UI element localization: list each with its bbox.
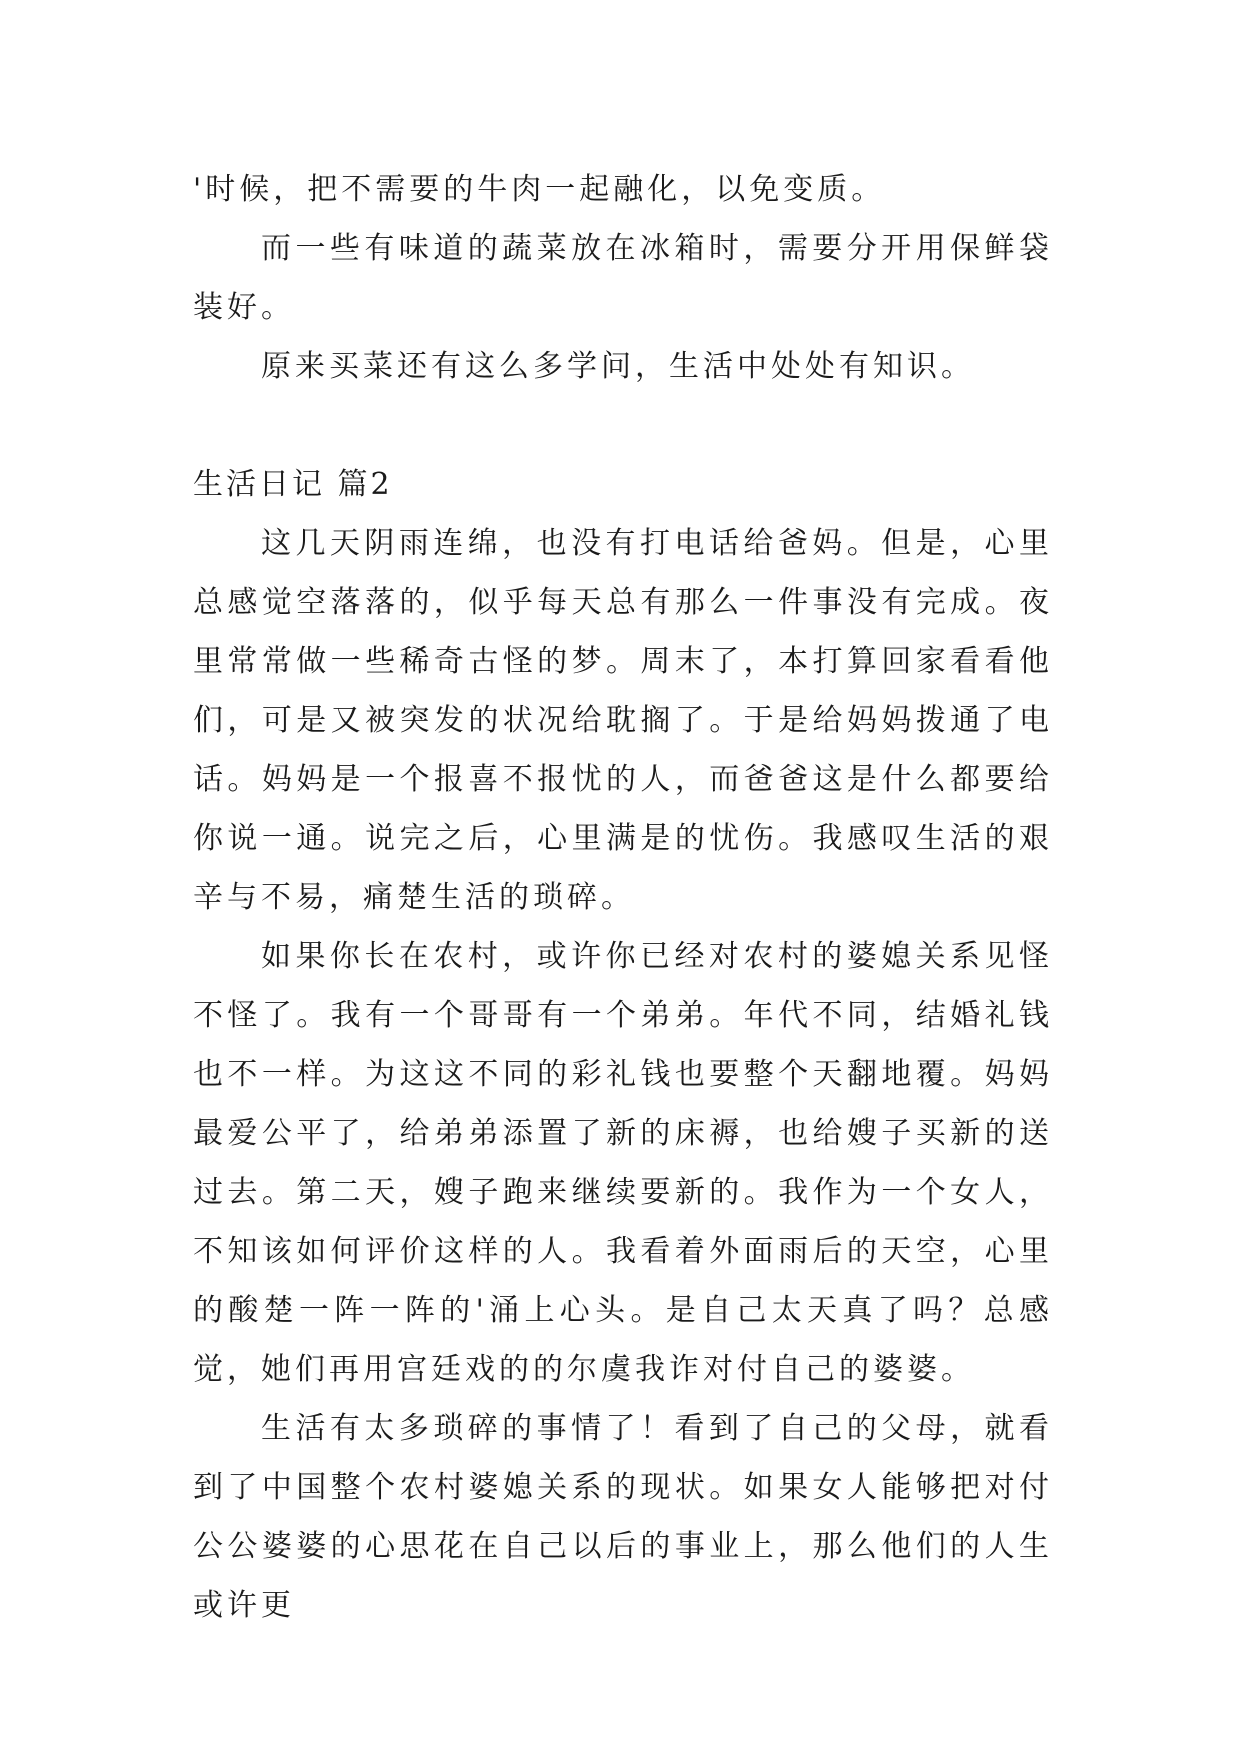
paragraph-rainy-days: 这几天阴雨连绵，也没有打电话给爸妈。但是，心里总感觉空落落的，似乎每天总有那么一件事没有完成。夜里常常做一些稀奇古怪的梦。周末了，本打算回家看看他们，可是又被突发的状况给耽搁了。于是给妈妈拨通了电话。妈妈是一个报喜不报忧的人，而爸爸这是什么都要给你说一通。说完之后，心里满是的忧伤。我感叹生活的艰辛与不易，痛楚生活的琐碎。 xyxy=(193,526,1053,915)
document-body xyxy=(193,160,1053,1635)
section-title: 生活日记 篇2 xyxy=(193,467,393,502)
paragraph-conclusion: 原来买菜还有这么多学问，生活中处处有知识。 xyxy=(261,349,975,384)
paragraph-vegetables: 而一些有味道的蔬菜放在冰箱时，需要分开用保鲜袋装好。 xyxy=(193,231,1053,325)
paragraph-trivia: 生活有太多琐碎的事情了！看到了自己的父母，就看到了中国整个农村婆媳关系的现状。如果女人能够把对付公公婆婆的心思花在自己以后的事业上，那么他们的人生或许更 xyxy=(193,1411,1053,1623)
paragraph-continuation: '时候，把不需要的牛肉一起融化，以免变质。 xyxy=(193,172,886,207)
blank-line xyxy=(193,396,1053,455)
paragraph-in-laws: 如果你长在农村，或许你已经对农村的婆媳关系见怪不怪了。我有一个哥哥有一个弟弟。年代不同，结婚礼钱也不一样。为这这不同的彩礼钱也要整个天翻地覆。妈妈最爱公平了，给弟弟添置了新的床褥，也给嫂子买新的送过去。第二天，嫂子跑来继续要新的。我作为一个女人，不知该如何评价这样的人。我看着外面雨后的天空，心里的酸楚一阵一阵的'涌上心头。是自己太天真了吗？总感觉，她们再用宫廷戏的的尔虞我诈对付自己的婆婆。 xyxy=(193,939,1053,1387)
